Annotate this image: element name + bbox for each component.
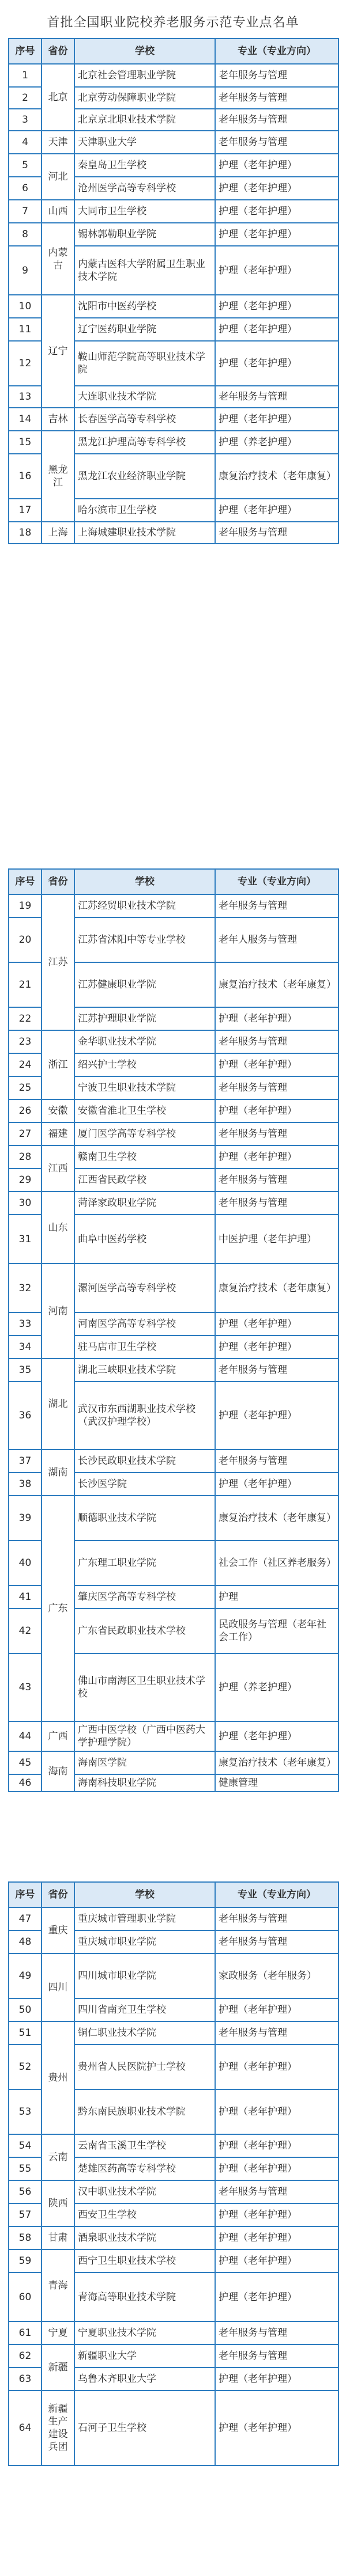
table-row [9,894,339,917]
major-cell: 老年服务与管理 [215,1076,339,1099]
major-cell: 护理（老年护理） [215,177,339,200]
row-number: 14 [9,408,42,431]
row-number: 51 [9,2021,42,2044]
table-row [9,2249,339,2273]
row-number: 11 [9,318,42,341]
province-cell: 山西 [42,200,74,223]
row-number: 5 [9,154,42,177]
header-no: 序号 [9,39,42,64]
major-cell: 老年服务与管理 [215,2021,339,2044]
row-number: 33 [9,1312,42,1336]
school-name-cell: 长沙民政职业技术学院 [74,1450,215,1473]
table-row [9,1122,339,1145]
table-row [9,1099,339,1122]
major-cell: 老年服务与管理 [215,1169,339,1192]
major-cell: 老年服务与管理 [215,1192,339,1215]
table-row [9,2321,339,2344]
major-cell: 健康管理 [215,1774,339,1792]
row-number: 48 [9,1930,42,1953]
major-cell: 老年服务与管理 [215,87,339,109]
major-cell: 老年服务与管理 [215,64,339,87]
row-number: 28 [9,1145,42,1169]
school-name-cell: 鞍山师范学院高等职业技术学院 [74,341,215,386]
table-row [9,522,339,544]
school-name-cell: 绍兴护士学校 [74,1053,215,1076]
header-school: 学校 [74,869,215,894]
school-name-cell: 汉中职业技术学院 [74,2180,215,2203]
major-cell: 护理（老年护理） [215,1099,339,1122]
row-number: 42 [9,1608,42,1653]
major-cell: 护理（老年护理） [215,1382,339,1450]
school-table [8,38,339,544]
province-cell: 江苏 [42,894,74,1030]
row-number: 19 [9,894,42,917]
province-cell: 新疆 [42,2344,74,2391]
row-number: 40 [9,1541,42,1585]
header-province: 省份 [42,1882,74,1907]
row-number: 27 [9,1122,42,1145]
row-number: 41 [9,1585,42,1608]
table-row [9,1496,339,1541]
row-number: 58 [9,2226,42,2249]
row-number: 50 [9,1998,42,2021]
major-cell: 老年服务与管理 [215,1122,339,1145]
major-cell: 护理（老年护理） [215,2044,339,2089]
major-cell: 护理（老年护理） [215,2089,339,2134]
major-cell: 老年服务与管理 [215,522,339,544]
school-name-cell: 长春医学高等专科学校 [74,408,215,431]
row-number: 32 [9,1264,42,1312]
province-cell: 河南 [42,1264,74,1359]
row-number: 26 [9,1099,42,1122]
table-row [9,408,339,431]
major-cell: 老年服务与管理 [215,131,339,154]
major-cell: 护理（老年护理） [215,408,339,431]
major-cell: 护理（老年护理） [215,318,339,341]
school-name-cell: 佛山市南海区卫生职业技术学校 [74,1653,215,1721]
table-row [9,131,339,154]
school-name-cell: 黑龙江护理高等专科学校 [74,431,215,454]
row-number: 38 [9,1473,42,1496]
table-row [9,295,339,318]
table-header-row [9,1882,339,1907]
table-row [9,1721,339,1751]
school-name-cell: 江苏健康职业学院 [74,962,215,1007]
province-cell: 上海 [42,522,74,544]
table-row [9,2134,339,2157]
table-row [9,2180,339,2203]
table-row [9,223,339,246]
major-cell: 护理（老年护理） [215,295,339,318]
school-name-cell: 楚雄医药高等专科学校 [74,2157,215,2180]
table-row [9,2391,339,2465]
table-row [9,1192,339,1215]
school-table [8,868,339,1792]
table-row [9,1450,339,1473]
row-number: 2 [9,87,42,109]
province-cell: 云南 [42,2134,74,2180]
major-cell: 护理（老年护理） [215,1312,339,1336]
row-number: 23 [9,1030,42,1053]
school-name-cell: 秦皇岛卫生学校 [74,154,215,177]
school-name-cell: 江苏护理职业学院 [74,1007,215,1030]
major-cell: 护理（老年护理） [215,2203,339,2226]
major-cell: 老年服务与管理 [215,1030,339,1053]
school-name-cell: 江苏经贸职业技术学院 [74,894,215,917]
major-cell: 民政服务与管理（老年社会工作） [215,1608,339,1653]
row-number: 1 [9,64,42,87]
school-name-cell: 海南医学院 [74,1751,215,1774]
header-province: 省份 [42,869,74,894]
major-cell: 护理（老年护理） [215,2134,339,2157]
row-number: 45 [9,1751,42,1774]
school-name-cell: 黔东南民族职业技术学院 [74,2089,215,2134]
province-cell: 甘肃 [42,2226,74,2249]
school-name-cell: 赣南卫生学校 [74,1145,215,1169]
province-cell: 四川 [42,1953,74,2021]
province-cell: 湖北 [42,1359,74,1450]
major-cell: 康复治疗技术（老年康复） [215,962,339,1007]
row-number: 62 [9,2344,42,2368]
row-number: 43 [9,1653,42,1721]
school-name-cell: 锡林郭勒职业学院 [74,223,215,246]
table-header-row [9,39,339,64]
school-name-cell: 重庆城市职业学院 [74,1930,215,1953]
province-cell: 安徽 [42,1099,74,1122]
major-cell: 康复治疗技术（老年康复） [215,1751,339,1774]
major-cell: 护理（老年护理） [215,1145,339,1169]
row-number: 47 [9,1907,42,1930]
major-cell: 老年服务与管理 [215,386,339,408]
province-cell: 广西 [42,1721,74,1751]
row-number: 34 [9,1336,42,1359]
major-cell: 老年服务与管理 [215,1930,339,1953]
row-number: 60 [9,2273,42,2321]
school-name-cell: 江苏省沭阳中等专业学校 [74,917,215,962]
school-name-cell: 乌鲁木齐职业大学 [74,2368,215,2391]
school-name-cell: 贵州省人民医院护士学校 [74,2044,215,2089]
province-cell: 新疆生产建设兵团 [42,2391,74,2465]
school-name-cell: 北京京北职业技术学院 [74,109,215,131]
table-row [9,200,339,223]
row-number: 49 [9,1953,42,1998]
row-number: 18 [9,522,42,544]
major-cell: 护理（老年护理） [215,1007,339,1030]
school-name-cell: 江西省民政学校 [74,1169,215,1192]
row-number: 29 [9,1169,42,1192]
major-cell: 护理（老年护理） [215,2391,339,2465]
major-cell: 护理（老年护理） [215,2249,339,2273]
major-cell: 老年人服务与管理 [215,917,339,962]
row-number: 8 [9,223,42,246]
province-cell: 吉林 [42,408,74,431]
table-panel-2 [8,868,338,1792]
table-row [9,1907,339,1930]
row-number: 16 [9,454,42,499]
school-name-cell: 石河子卫生学校 [74,2391,215,2465]
table-row [9,1953,339,1998]
school-name-cell: 安徽省淮北卫生学校 [74,1099,215,1122]
major-cell: 护理（老年护理） [215,341,339,386]
table-row [9,64,339,87]
row-number: 3 [9,109,42,131]
row-number: 10 [9,295,42,318]
major-cell: 护理（老年护理） [215,1998,339,2021]
table-row [9,2344,339,2368]
major-cell: 老年服务与管理 [215,2321,339,2344]
school-name-cell: 北京劳动保障职业学院 [74,87,215,109]
row-number: 22 [9,1007,42,1030]
school-name-cell: 天津职业大学 [74,131,215,154]
school-table [8,1881,339,2466]
major-cell: 中医护理（老年护理） [215,1215,339,1264]
row-number: 12 [9,341,42,386]
major-cell: 护理（老年护理） [215,2273,339,2321]
school-name-cell: 酒泉职业技术学院 [74,2226,215,2249]
row-number: 55 [9,2157,42,2180]
major-cell: 康复治疗技术（老年康复） [215,454,339,499]
province-cell: 黑龙江 [42,431,74,522]
row-number: 46 [9,1774,42,1792]
major-cell: 康复治疗技术（老年康复） [215,1496,339,1541]
province-cell: 内蒙古 [42,223,74,295]
major-cell: 护理（老年护理） [215,2368,339,2391]
province-cell: 广东 [42,1496,74,1721]
row-number: 52 [9,2044,42,2089]
row-number: 57 [9,2203,42,2226]
major-cell: 老年服务与管理 [215,1907,339,1930]
table-row [9,2021,339,2044]
major-cell: 护理（老年护理） [215,2226,339,2249]
school-name-cell: 厦门医学高等专科学校 [74,1122,215,1145]
province-cell: 北京 [42,64,74,131]
school-name-cell: 河南医学高等专科学校 [74,1312,215,1336]
table-row [9,431,339,454]
province-cell: 宁夏 [42,2321,74,2344]
school-name-cell: 大连职业技术学院 [74,386,215,408]
school-name-cell: 菏泽家政职业学院 [74,1192,215,1215]
row-number: 63 [9,2368,42,2391]
header-school: 学校 [74,1882,215,1907]
major-cell: 护理 [215,1585,339,1608]
school-name-cell: 云南省玉溪卫生学校 [74,2134,215,2157]
table-row [9,1359,339,1382]
school-name-cell: 湖北三峡职业技术学院 [74,1359,215,1382]
major-cell: 护理（养老护理） [215,1653,339,1721]
school-name-cell: 黑龙江农业经济职业学院 [74,454,215,499]
row-number: 17 [9,499,42,522]
row-number: 6 [9,177,42,200]
row-number: 9 [9,246,42,295]
province-cell: 江西 [42,1145,74,1192]
school-name-cell: 大同市卫生学校 [74,200,215,223]
major-cell: 护理（老年护理） [215,1053,339,1076]
school-name-cell: 西宁卫生职业技术学校 [74,2249,215,2273]
school-name-cell: 四川省南充卫生学校 [74,1998,215,2021]
row-number: 44 [9,1721,42,1751]
province-cell: 青海 [42,2249,74,2321]
row-number: 36 [9,1382,42,1450]
major-cell: 老年服务与管理 [215,1450,339,1473]
major-cell: 老年服务与管理 [215,1359,339,1382]
row-number: 53 [9,2089,42,2134]
province-cell: 贵州 [42,2021,74,2134]
province-cell: 海南 [42,1751,74,1792]
row-number: 20 [9,917,42,962]
province-cell: 重庆 [42,1907,74,1953]
school-name-cell: 铜仁职业技术学院 [74,2021,215,2044]
school-name-cell: 北京社会管理职业学院 [74,64,215,87]
table-row [9,154,339,177]
major-cell: 护理（老年护理） [215,2157,339,2180]
school-name-cell: 沧州医学高等专科学校 [74,177,215,200]
school-name-cell: 广西中医学校（广西中医药大学护理学院） [74,1721,215,1751]
school-name-cell: 金华职业技术学院 [74,1030,215,1053]
school-name-cell: 沈阳市中医药学校 [74,295,215,318]
major-cell: 康复治疗技术（老年康复） [215,1264,339,1312]
province-cell: 浙江 [42,1030,74,1099]
header-province: 省份 [42,39,74,64]
row-number: 61 [9,2321,42,2344]
school-name-cell: 四川城市职业学院 [74,1953,215,1998]
major-cell: 老年服务与管理 [215,2180,339,2203]
major-cell: 老年服务与管理 [215,109,339,131]
row-number: 13 [9,386,42,408]
school-name-cell: 驻马店市卫生学校 [74,1336,215,1359]
school-name-cell: 宁波卫生职业技术学院 [74,1076,215,1099]
province-cell: 辽宁 [42,295,74,408]
row-number: 21 [9,962,42,1007]
header-school: 学校 [74,39,215,64]
school-name-cell: 辽宁医药职业学院 [74,318,215,341]
table-panel-1 [8,38,338,544]
major-cell: 护理（老年护理） [215,1473,339,1496]
row-number: 35 [9,1359,42,1382]
major-cell: 护理（老年护理） [215,1336,339,1359]
school-name-cell: 海南科技职业学院 [74,1774,215,1792]
row-number: 25 [9,1076,42,1099]
school-name-cell: 青海高等职业技术学院 [74,2273,215,2321]
row-number: 4 [9,131,42,154]
row-number: 7 [9,200,42,223]
school-name-cell: 曲阜中医药学校 [74,1215,215,1264]
school-name-cell: 西安卫生学校 [74,2203,215,2226]
row-number: 56 [9,2180,42,2203]
province-cell: 陕西 [42,2180,74,2226]
row-number: 59 [9,2249,42,2273]
major-cell: 家政服务（老年服务） [215,1953,339,1998]
header-major: 专业（专业方向） [215,869,339,894]
row-number: 30 [9,1192,42,1215]
row-number: 24 [9,1053,42,1076]
page-title: 首批全国职业院校养老服务示范专业点名单 [47,16,299,30]
province-cell: 福建 [42,1122,74,1145]
school-name-cell: 宁夏职业技术学院 [74,2321,215,2344]
school-name-cell: 顺德职业技术学院 [74,1496,215,1541]
major-cell: 社会工作（社区养老服务） [215,1541,339,1585]
school-name-cell: 广东省民政职业技术学校 [74,1608,215,1653]
province-cell: 天津 [42,131,74,154]
school-name-cell: 上海城建职业技术学院 [74,522,215,544]
header-major: 专业（专业方向） [215,1882,339,1907]
province-cell: 湖南 [42,1450,74,1496]
major-cell: 老年服务与管理 [215,894,339,917]
row-number: 64 [9,2391,42,2465]
header-major: 专业（专业方向） [215,39,339,64]
school-name-cell: 新疆职业大学 [74,2344,215,2368]
school-name-cell: 漯河医学高等专科学校 [74,1264,215,1312]
major-cell: 护理（老年护理） [215,1721,339,1751]
header-no: 序号 [9,869,42,894]
major-cell: 护理（老年护理） [215,223,339,246]
school-name-cell: 内蒙古医科大学附属卫生职业技术学院 [74,246,215,295]
major-cell: 护理（养老护理） [215,431,339,454]
school-name-cell: 重庆城市管理职业学院 [74,1907,215,1930]
school-name-cell: 肇庆医学高等专科学校 [74,1585,215,1608]
table-row [9,1264,339,1312]
table-panel-3 [8,1881,338,2466]
table-row [9,1030,339,1053]
major-cell: 老年服务与管理 [215,2344,339,2368]
school-name-cell: 广东理工职业学院 [74,1541,215,1585]
table-header-row [9,869,339,894]
row-number: 39 [9,1496,42,1541]
row-number: 37 [9,1450,42,1473]
row-number: 15 [9,431,42,454]
table-row [9,2226,339,2249]
province-cell: 河北 [42,154,74,200]
header-no: 序号 [9,1882,42,1907]
school-name-cell: 长沙医学院 [74,1473,215,1496]
province-cell: 山东 [42,1192,74,1264]
row-number: 54 [9,2134,42,2157]
major-cell: 护理（老年护理） [215,200,339,223]
row-number: 31 [9,1215,42,1264]
major-cell: 护理（老年护理） [215,246,339,295]
major-cell: 护理（老年护理） [215,499,339,522]
school-name-cell: 武汉市东西湖职业技术学校（武汉护理学校） [74,1382,215,1450]
table-row [9,1145,339,1169]
major-cell: 护理（老年护理） [215,154,339,177]
school-name-cell: 哈尔滨市卫生学校 [74,499,215,522]
table-row [9,1751,339,1774]
